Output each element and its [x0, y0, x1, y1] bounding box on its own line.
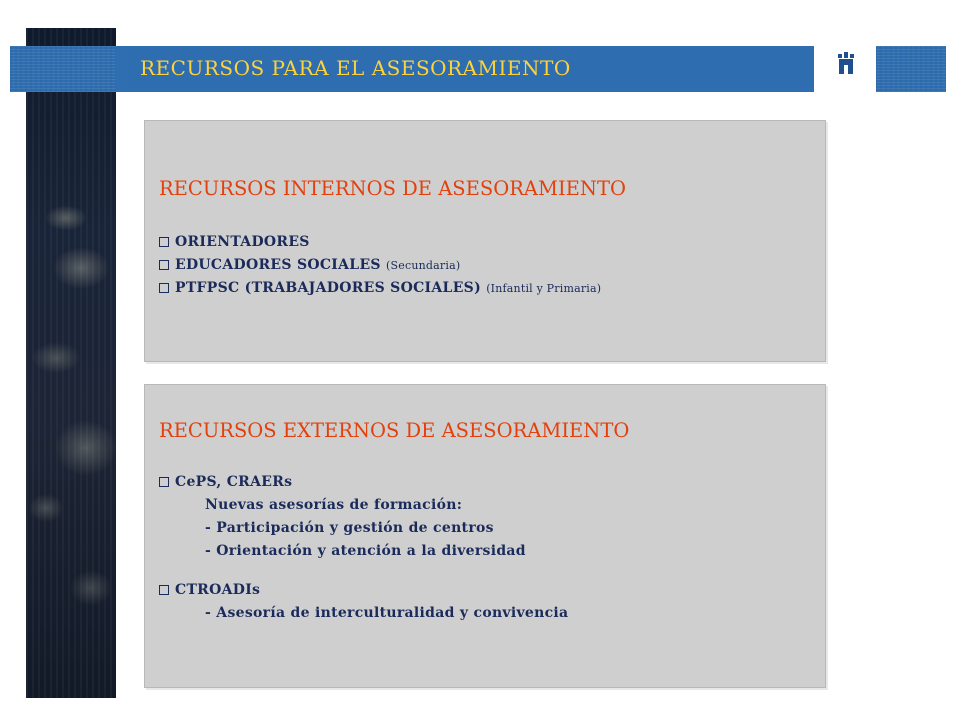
internal-list — [159, 231, 601, 300]
checkbox-bullet-icon — [159, 237, 169, 247]
external-heading: RECURSOS EXTERNOS DE ASESORAMIENTO — [159, 419, 630, 442]
list-item: EDUCADORES SOCIALES (Secundaria) — [159, 254, 601, 277]
spacer — [159, 563, 568, 579]
checkbox-bullet-icon — [159, 260, 169, 270]
checkbox-bullet-icon — [159, 477, 169, 487]
castle-logo-icon — [836, 52, 856, 76]
checkbox-bullet-icon — [159, 283, 169, 293]
list-item-ctroadi: CTROADIs — [159, 579, 568, 602]
internal-resources-panel — [144, 120, 826, 362]
list-item: PTFPSC (TRABAJADORES SOCIALES) (Infantil y Primaria) — [159, 277, 601, 300]
ctroadi-line: - Asesoría de interculturalidad y convivencia — [205, 605, 569, 621]
logo — [814, 46, 876, 92]
external-resources-panel — [144, 384, 826, 688]
ceps-line: Nuevas asesorías de formación: — [205, 497, 463, 513]
list-item: ORIENTADORES — [159, 231, 601, 254]
page-title: RECURSOS PARA EL ASESORAMIENTO — [140, 56, 571, 80]
list-item-ceps: CePS, CRAERs — [159, 471, 568, 494]
external-list — [159, 471, 568, 625]
checkbox-bullet-icon — [159, 585, 169, 595]
internal-heading: RECURSOS INTERNOS DE ASESORAMIENTO — [159, 177, 626, 200]
ceps-line: - Participación y gestión de centros — [205, 520, 494, 536]
title-bar — [128, 48, 816, 88]
night-earth-image — [26, 28, 116, 698]
logo-caption — [818, 79, 874, 86]
ceps-line: - Orientación y atención a la diversidad — [205, 543, 526, 559]
